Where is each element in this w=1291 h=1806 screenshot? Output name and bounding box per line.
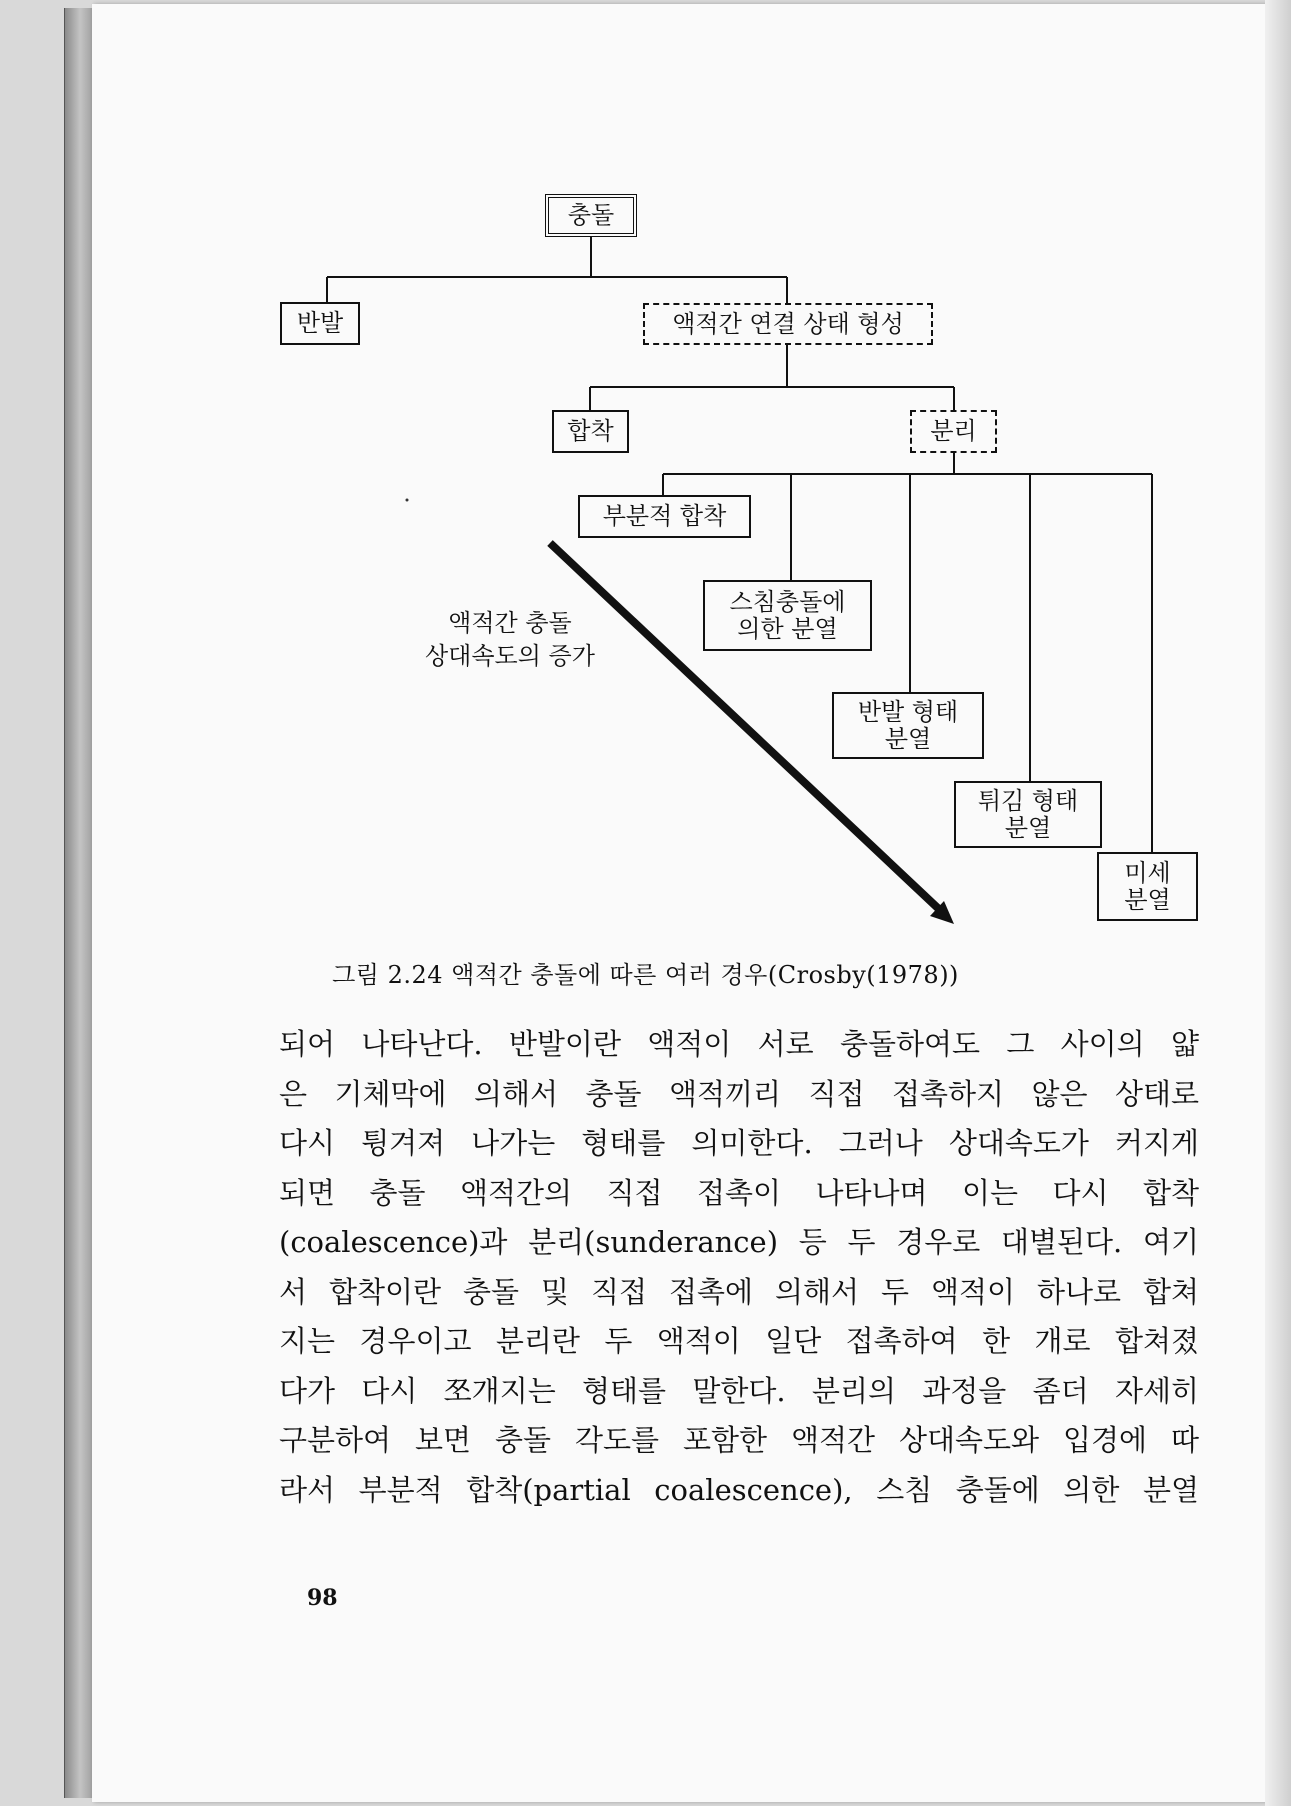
- body-line: 은 기체막에 의해서 충돌 액적끼리 직접 접촉하지 않은 상태로: [279, 1076, 1199, 1111]
- node-partial-coalescence: [578, 495, 751, 538]
- body-line: 다가 다시 쪼개지는 형태를 말한다. 분리의 과정을 좀더 자세히: [279, 1373, 1199, 1408]
- body-line: (coalescence)과 분리(sunderance) 등 두 경우로 대별된다. 여기: [279, 1225, 1199, 1259]
- node-separation: [910, 410, 997, 453]
- node-collision-label: 충돌: [567, 201, 615, 229]
- node-grazing-separation: [703, 580, 872, 651]
- node-bounce: [280, 302, 360, 345]
- figure-caption: 그림 2.24 액적간 충돌에 따른 여러 경우(Crosby(1978)): [332, 961, 959, 989]
- body-line: 구분하여 보면 충돌 각도를 포함한 액적간 상대속도와 입경에 따: [279, 1423, 1199, 1457]
- node-coalescence: [552, 410, 629, 453]
- body-line: 되어 나타난다. 반발이란 액적이 서로 충돌하여도 그 사이의 얇: [279, 1027, 1199, 1061]
- node-fine-label: 미세 분열: [1124, 858, 1171, 914]
- node-stretching-separation: [954, 781, 1102, 848]
- body-line: 되면 충돌 액적간의 직접 접촉이 나타나며 이는 다시 합착: [279, 1175, 1199, 1210]
- node-partial-label: 부분적 합착: [602, 502, 727, 530]
- node-grazing-label: 스침충돌에 의한 분열: [729, 587, 846, 643]
- node-stretching-label: 튀김 형태 분열: [977, 786, 1079, 842]
- body-line: 지는 경우이고 분리란 두 액적이 일단 접촉하여 한 개로 합쳐졌: [279, 1324, 1199, 1358]
- node-link-formation: [643, 303, 933, 345]
- node-reflexive-separation: [832, 692, 984, 759]
- node-collision: [545, 194, 637, 237]
- body-paragraph: [279, 1020, 1199, 1515]
- arrow-label: 액적간 충돌 상대속도의 증가: [425, 609, 595, 670]
- body-line: 다시 튕겨져 나가는 형태를 의미한다. 그러나 상대속도가 커지게: [279, 1126, 1199, 1160]
- node-coalescence-label: 합착: [567, 417, 614, 445]
- node-fine-separation: [1097, 852, 1198, 921]
- node-bounce-label: 반발: [296, 309, 344, 337]
- page-number: 98: [307, 1585, 338, 1611]
- speck-mark: [406, 499, 409, 502]
- body-line: 서 합착이란 충돌 및 직접 접촉에 의해서 두 액적이 하나로 합쳐: [279, 1274, 1199, 1309]
- node-link-label: 액적간 연결 상태 형성: [672, 309, 904, 338]
- body-line: 라서 부분적 합착(partial coalescence), 스침 충돌에 의한 분열: [279, 1472, 1199, 1507]
- node-separation-label: 분리: [930, 417, 977, 445]
- node-reflexive-label: 반발 형태 분열: [857, 697, 959, 753]
